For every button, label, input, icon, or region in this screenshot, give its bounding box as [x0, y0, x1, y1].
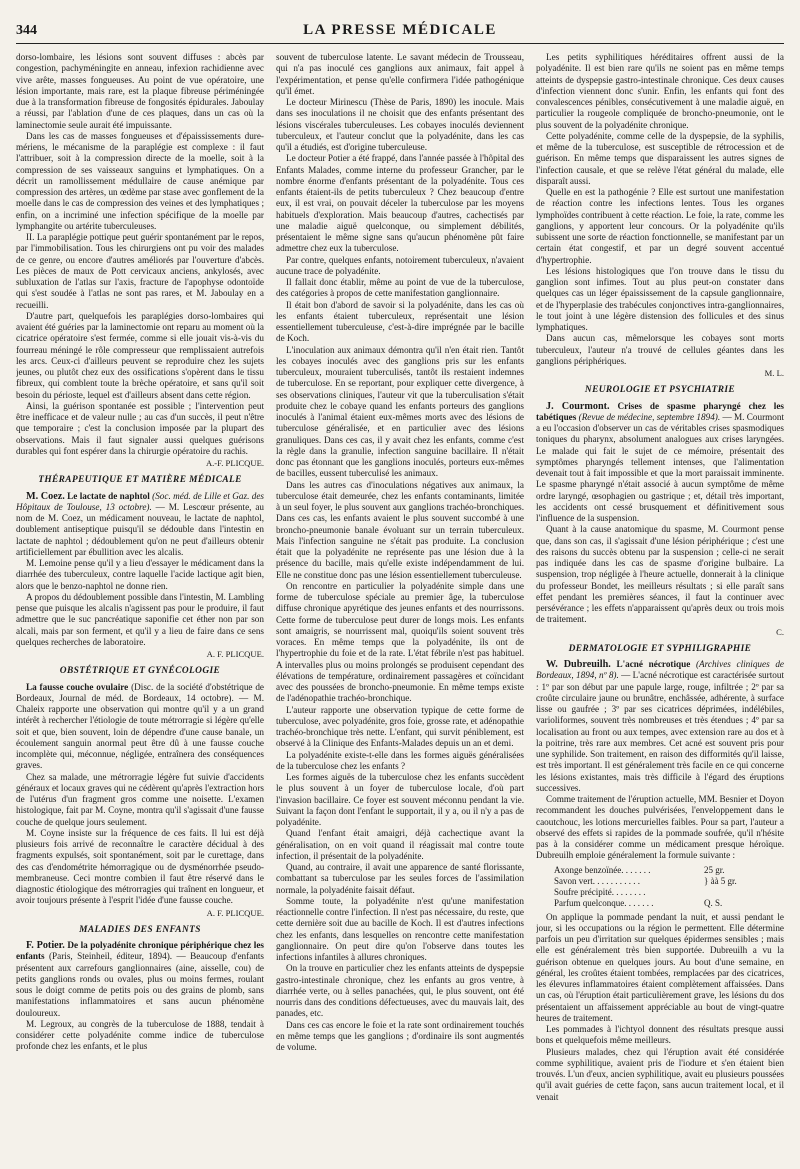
section-heading: MALADIES DES ENFANTS	[79, 924, 201, 935]
formula-row	[554, 887, 784, 898]
formula-quantity	[704, 887, 784, 898]
paragraph: Dans ces cas encore le foie et la rate sont ordinairement touchés en même temps que les ganglions ; d'ordinaire ils sont augmentés de volume.	[276, 1019, 524, 1052]
article-author: J. Courmont.	[546, 400, 610, 412]
article-text: (Disc. de la société d'obstétrique de Bordeaux, Journal de méd. de Bordeaux, 14 octobre). — M. Chaleix rapporte une observation qui montre qu'il y a un grand intérêt à rechercher l'étiologie de toute métrorragie si légère qu'elle soit et que, bien souvent, loin de dépendre d'une cause banale, un écoulement sanguin anormal peut être dû à une fausse couche incomplète qui, méconnue, négligée, entraînera des conséquences graves.	[16, 681, 264, 771]
article-paragraph	[536, 659, 784, 794]
paragraph: Quelle en est la pathogénie ? Elle est surtout une manifestation de réaction contre les infections lentes. Tous les organes lymphoïdes contribuent à cette réaction. Le foie, la rate, comme les ganglions, y apportent leur concours. Or la polyadénite qu'ils subissent une sorte de réaction fonctionnelle, se manifestant par un certain état congestif, et par un degré souvent accentué d'hypertrophie.	[536, 187, 784, 265]
journal-title: LA PRESSE MÉDICALE	[303, 22, 497, 38]
paragraph: Le docteur Mirinescu (Thèse de Paris, 1890) les inocule. Mais dans ses inoculations il ne choisit que des enfants présentant des lésions viscérales tuberculeuses. Les cobayes inoculés deviennent tuberculeux, et l'auteur conclut que la polyadénite, dans les cas qu'il a étudiés, est d'origine tuberculeuse.	[276, 97, 524, 152]
page-header	[16, 22, 784, 44]
article-text: — M. Courmont a eu l'occasion d'observer un cas de véritables crises spasmodiques toniques du pharynx, absolument analogues aux crises laryngées. Le malade qui fait le sujet de ce mémoire, présentait des symptômes pharyngés tellement intenses, que l'alimentation devenait tout à fait impossible et que la mort paraissait imminente. Le spasme pharyngé n'était associé à aucun symptôme de même ordre laryngé, œsophagien ou gastrique ; et, détail très important, les accidents ont cessé brusquement et définitivement sous l'influence de la suspension.	[536, 411, 784, 523]
paragraph: On la trouve en particulier chez les enfants atteints de dyspepsie gastro-intestinale chronique, chez les enfants au gros ventre, à diarrhée verte, ou à selles panachées, qui, le plus souvent, ont été nourris dans des conditions défectueuses, avec du mauvais lait, des panades, etc.	[276, 963, 524, 1019]
paragraph: On applique la pommade pendant la nuit, et aussi pendant le jour, si les occupations ou la région le permettent. Elle détermine parfois un peu d'irritation sur quelques épidermes sensibles ; mais elle est généralement très bien supportée. Dubreuilh a vu la guérison obtenue en quelques jours. Au bout d'une semaine, en général, les croûtes étaient tombées, remplacées par des cicatrices, les élevures inflammatoires étaient complètement affaissées. Dans un cas, où l'éruption était particulièrement grave, les lésions du dos présentaient un affaissement appréciable au bout de vingt-quatre heures de traitement.	[536, 911, 784, 1023]
article-text: (Paris, Steinheil, éditeur, 1894). — Beaucoup d'enfants présentent aux carrefours ganglionnaires (aine, aisselle, cou) de petits ganglions ronds ou ovales, plus ou moins fermes, roulant sous le doigt comme de petits pois ou des grains de plomb, sans manifestations inflammatoires et sans aucun phénomène douloureux.	[16, 951, 264, 1018]
formula-row	[554, 865, 784, 876]
paragraph: D'autre part, quelquefois les paraplégies dorso-lombaires qui avaient été guéries par la laminectomie ont reparu au moment où la cicatrice opératoire s'est fermée, comme si elle jouait vis-à-vis du fourreau méningé le rôle compresseur que remplissaient autrefois les arcs. Ceux-ci d'ailleurs peuvent se reproduire chez les sujets jeunes, ou plutôt chez eux des ossifications s'opèrent dans le tissu fibreux, qui comblent toute la brèche opératoire, et sans qu'il soit besoin du périoste, lequel est d'ailleurs absent dans cette région.	[16, 310, 264, 400]
article-author: M. Coez.	[26, 490, 65, 502]
column-2	[276, 52, 524, 1169]
author-signature: M. L.	[764, 368, 784, 378]
paragraph: Par contre, quelques enfants, notoirement tuberculeux, n'avaient aucune trace de polyadénite.	[276, 254, 524, 276]
paragraph: Plusieurs malades, chez qui l'éruption avait été considérée comme syphilitique, avaient pris de l'iodure et s'en étaient bien trouvés. L'un d'eux, ancien syphilitique, avait eu plusieurs poussées qu'il avait guéries de cette façon, sans aucun traitement local, et il venait	[536, 1046, 784, 1102]
page-number: 344	[16, 23, 37, 38]
paragraph: souvent de tuberculose latente. Le savant médecin de Trousseau, qui n'a pas inoculé ces ganglions aux animaux, fait appel à l'expérimentation, et pense qu'elle confirmera l'idée pathogénique qu'il émet.	[276, 52, 524, 96]
paragraph: M. Coyne insiste sur la fréquence de ces faits. Il lui est déjà plusieurs fois arrivé de reconnaître le caractère décidual à des fragments expulsés, soit spontanément, soit par le curettage, dans des cas d'endométrite hémorragique ou de dysménorrhée pseudo-membraneuse. Ceci montre combien il faut être réservé dans le diagnostic étiologique des métrorragies qui traînent en longueur, et avoir toujours présente à l'esprit l'idée d'une fausse couche.	[16, 827, 264, 906]
formula-quantity: } àà 5 gr.	[704, 875, 737, 886]
article-text: — M. Lescœur présente, au nom de M. Coez, un médicament nouveau, le lactate de naphtol, doublement antiseptique puisqu'il se dédouble dans l'intestin en lactate de naphtol ; dédoublement qu'on ne peut d'ailleurs obtenir artificiellement par ébullition avec les alcalis.	[16, 501, 264, 557]
article-title: L'acné nécrotique	[616, 659, 691, 669]
article-author: W. Dubreuilh.	[546, 659, 611, 670]
article-paragraph	[16, 682, 264, 772]
paragraph: Quand l'enfant était amaigri, déjà cachectique avant la généralisation, on en voit quand il réagissait mal contre toute infection, il présentait de la polyadénite.	[276, 828, 524, 861]
paragraph: L'auteur rapporte une observation typique de cette forme de tuberculose, avec polyadénite, gros foie, grosse rate, et adénopathie trachéo-bronchique très nette. L'enfant, qui survit péniblement, est observé à la Clinique des Enfants-Malades depuis un an et demi.	[276, 704, 524, 749]
article-reference: (Revue de médecine, septembre 1894).	[578, 411, 721, 422]
column-1	[16, 52, 264, 1169]
column-3	[536, 52, 784, 1169]
paragraph: On rencontre en particulier la polyadénite simple dans une forme de tuberculose spéciale au premier âge, la tuberculose diffuse chronique apyrétique des jeunes enfants et des nourrissons. Cette forme de tuberculose peut durer de longs mois. Les enfants sont amaigris, se nourrissent mal, quoiqu'ils soient souvent très voraces. En même temps que la polyadénite, ils ont de l'hypertrophie du foie et de la rate. L'état fébrile n'est pas habituel. A intervalles plus ou moins prolongés se produisent cependant des élévations de température, ordinairement passagères et coïncidant avec des poussées de broncho-pneumonie. En même temps existe de l'adénopathie trachéo-bronchique.	[276, 580, 524, 704]
paragraph: La polyadénite existe-t-elle dans les formes aiguës généralisées de la tuberculose chez les enfants ?	[276, 749, 524, 771]
article-title: La fausse couche ovulaire	[26, 681, 129, 692]
formula-quantity: Q. S.	[704, 897, 723, 908]
article-author: F. Potier.	[26, 940, 65, 951]
formula-ingredient: Savon vert. . . . . . . . . . .	[554, 875, 640, 886]
article-title: Crises de spasme pharyngé chez les tabétiques	[536, 400, 784, 422]
section-heading: THÉRAPEUTIQUE ET MATIÈRE MÉDICALE	[38, 475, 242, 486]
article-paragraph	[16, 940, 264, 1019]
author-signature: A. F. PLICQUE.	[206, 649, 264, 659]
formula-row	[554, 876, 784, 887]
article-reference: (Archives cliniques de Bordeaux, 1894, nº 8).	[536, 659, 784, 681]
paragraph: Les formes aiguës de la tuberculose chez les enfants succèdent le plus souvent à un foyer de tuberculose locale, d'où part l'invasion bacillaire. Ce foyer est souvent méconnu pendant la vie. Suivant la façon dont l'enfant le supportait, il y a, ou il n'y a pas de polyadénite.	[276, 772, 524, 827]
paragraph: Quand, au contraire, il avait une apparence de santé florissante, combattant sa tuberculose par les seules forces de l'assimilation normale, la polyadénite faisait défaut.	[276, 862, 524, 895]
formula-row	[554, 898, 784, 909]
prescription-formula	[554, 865, 784, 909]
paragraph: Ainsi, la guérison spontanée est possible ; l'intervention peut être inefficace et de valeur nulle ; au cas d'un succès, il peut n'être que temporaire ; c'est la conclusion imposée par la plupart des observations. Mais il faut signaler aussi quelques guérisons durables qui font espérer dans la chirurgie opératoire du rachis.	[16, 400, 264, 456]
formula-ingredient: Axonge benzoïnée. . . . . . .	[554, 864, 651, 875]
paragraph: L'inoculation aux animaux démontra qu'il n'en était rien. Tantôt les cobayes inoculés avec des ganglions pris sur les enfants tuberculeux, mouraient tuberculisés, tantôt ils restaient indemnes de tuberculose. En se reportant, pour expliquer cette divergence, à ses observations cliniques, l'auteur vit que la tuberculisation s'était produite chez le cobaye quand les enfants porteurs des ganglions inoculés à l'animal étaient eux-mêmes morts avec des lésions de tuberculose généralisée, et en particulier avec des lésions granuliques. Dans ces cas, il y avait chez les enfants, comme c'est la règle dans la granulie, infection sanguine bacillaire. Il n'était donc pas étonnant que les ganglions inoculés, porteurs eux-mêmes de bacilles, eussent tuberculisé les animaux.	[276, 344, 524, 479]
paragraph: Les lésions histologiques que l'on trouve dans le tissu du ganglion sont infimes. Tout au plus peut-on constater dans quelques cas un léger épaississement de la capsule ganglionnaire, et de l'hyperplasie des trabécules conjonctives intra-ganglionnaires, le tout joint à une légère distension des follicules et des sinus lymphatiques.	[536, 265, 784, 332]
paragraph: Comme traitement de l'éruption actuelle, MM. Besnier et Doyon recommandent les douches pulvérisées, l'enveloppement dans le caoutchouc, les lotions mercurielles faibles. Pour sa part, l'auteur a observé des effets si rapides de la pommade soufrée, qu'il n'hésite pas à la considérer comme un médicament presque héroïque. Dubreuilh emploie généralement la formule suivante :	[536, 794, 784, 861]
article-text: — L'acné nécrotique est caractérisée surtout : 1º par son début par une papule large, rouge, infiltrée ; 2º par sa croûte circulaire jaune ou brunâtre, enchâssée, adhérente, à surface lisse ou gaufrée ; 3º par ses cicatrices déprimées, indélébiles, varioliformes, souvent très nombreuses et très étendues ; 4º par sa localisation au front ou aux tempes, avec extension rare au dos et à la poitrine, très rare aux membres. Cet acné est souvent pris pour une syphilide. Son traitement, en raison des difformités qu'il laisse, est très important. Il est généralement très facile en ce qui concerne les lésions existantes, mais très difficile à l'égard des éruptions successives.	[536, 670, 784, 793]
paragraph: Somme toute, la polyadénite n'est qu'une manifestation réactionnelle contre l'infection. Il n'est pas nécessaire, du reste, que cette dernière soit due au bacille de Koch. Il est d'autres infections chez les enfants, dans lesquelles on rencontre cette manifestation ganglionnaire. On peut dire qu'on l'observe dans toutes les infections infantiles à allures chroniques.	[276, 895, 524, 962]
formula-ingredient: Parfum quelconque. . . . . . .	[554, 897, 654, 908]
article-columns	[16, 52, 784, 1169]
paragraph: Quant à la cause anatomique du spasme, M. Courmont pense que, dans son cas, il s'agissait d'une lésion périphérique ; c'est une des raisons du succès obtenu par la suspension ; celle-ci ne serait pas indiquée dans les cas de spasme d'origine bulbaire. La suspension, trop négligée à l'heure actuelle, donnerait à la clinique du professeur Bondet, les meilleurs résultats ; si elle paraît sans effet pendant les premières séances, il faut la continuer avec persévérance ; les effets n'apparaissent qu'après deux ou trois mois de traitement.	[536, 524, 784, 625]
author-signature: C.	[776, 626, 784, 637]
paragraph: M. Lemoine pense qu'il y a lieu d'essayer le médicament dans la diarrhée des tuberculeux, contre laquelle l'acide lactique agit bien, alors que le benzo-naphtol ne donne rien.	[16, 558, 264, 591]
article-paragraph	[536, 401, 784, 525]
paragraph: Il fallait donc établir, même au point de vue de la tuberculose, des catégories à propos de cette manifestation ganglionnaire.	[276, 277, 524, 299]
article-paragraph	[16, 491, 264, 559]
paragraph: Les pommades à l'ichtyol donnent des résultats presque aussi bons et quelquefois même meilleurs.	[536, 1024, 784, 1046]
section-heading: DERMATOLOGIE ET SYPHILIGRAPHIE	[568, 643, 752, 654]
author-signature: A.-F. PLICQUE.	[205, 458, 264, 468]
section-heading: NEUROLOGIE ET PSYCHIATRIE	[584, 385, 736, 396]
paragraph: Dans les autres cas d'inoculations négatives aux animaux, la tuberculose était demeurée, chez les enfants contaminants, limitée à un seul foyer, le plus souvent aux ganglions trachéo-bronchiques. Dans ces cas, les enfants avaient le plus souvent succombé à une broncho-pneumonie banale évoluant sur un terrain tuberculeux. Mais l'infection sanguine ne s'était pas produite. La conclusion était que la polyadénite ne représente pas une lésion due à la présence du bacille, mais qu'elle existe indépendamment de lui. Elle ne constitue donc pas une lésion essentiellement tuberculeuse.	[276, 479, 524, 580]
paragraph: Dans aucun cas, mêmelorsque les cobayes sont morts tuberculeux, l'auteur n'a trouvé de cellules géantes dans les ganglions périphériques.	[536, 333, 784, 366]
paragraph: II. La paraplégie pottique peut guérir spontanément par le repos, par l'immobilisation. Tous les chirurgiens ont pu voir des malades de ce genre, ou encore d'autres améliorés par l'ouverture d'abcès. Les pièces de maux de Pott cervicaux anciens, ankylosés, avec subluxation de l'atlas sur l'axis, fracture de l'apophyse odontoïde qui s'est soudée à l'atlas ne sont pas rares, et M. Jaboulay en a recueilli.	[16, 232, 264, 310]
section-heading: OBSTÉTRIQUE ET GYNÉCOLOGIE	[59, 666, 221, 677]
article-title: Le lactate de naphtol	[67, 490, 150, 501]
formula-ingredient: Soufre précipité. . . . . . . .	[554, 886, 646, 897]
formula-quantity: 25 gr.	[704, 864, 725, 875]
paragraph: Le docteur Potier a été frappé, dans l'année passée à l'hôpital des Enfants Malades, comme interne du professeur Grancher, par le nombre énorme d'enfants présentant de la polyadénite. Tous ces enfants étaient-ils de petits tuberculeux ? Chez beaucoup d'entre eux, il est vrai, on pouvait déceler la tuberculose par les moyens habituels d'exploration. Mais beaucoup d'autres, cachectisés par une maladie aiguë quelconque, ou simplement débilités, présentaient le même signe sans qu'aucun phénomène pût faire admettre chez eux la tuberculose.	[276, 153, 524, 254]
article-reference: (Soc. méd. de Lille et Gaz. des Hôpitaux de Toulouse, 13 octobre).	[16, 490, 264, 512]
paragraph: Chez sa malade, une métrorragie légère fut suivie d'accidents généraux et locaux graves qui ne cédèrent qu'après l'extraction hors de l'utérus d'un fragment gros comme une noisette. L'examen histologique, fait par M. Coyne, montra qu'il s'agissait d'une fausse couche de quelque jours seulement.	[16, 771, 264, 827]
author-signature: A. F. PLICQUE.	[206, 907, 264, 918]
article-title: De la polyadénite chronique périphérique chez les enfants	[16, 940, 264, 962]
paragraph: M. Legroux, au congrès de la tuberculose de 1888, tendait à considérer cette polyadénite comme indice de tuberculose profonde chez les enfants, et le plus	[16, 1018, 264, 1052]
paragraph: Cette polyadénite, comme celle de la dyspepsie, de la syphilis, et même de la tuberculose, est susceptible de rétrocession et de guérison. En même temps que disparaissent les autres signes de l'infection causale, et que se relève l'état général du malade, elle disparaît aussi.	[536, 130, 784, 186]
paragraph: dorso-lombaire, les lésions sont souvent diffuses : abcès par congestion, pachyméningite en anneau, infexion rachidienne avec vive arête, masses fongueuses. Au point de vue opératoire, une lésion importante, mais rare, est la plaque fibreuse périméningée due à la transformation fibreuse de fongosités épidurales. Jaboulay a réussi, par l'ablation d'une de ces plaques, dans un cas où la laminectomie seule aurait été impuissante.	[16, 52, 264, 130]
paragraph: Les petits syphilitiques héréditaires offrent aussi de la polyadénite. Il est bien rare qu'ils ne soient pas en même temps atteints de dyspepsie gastro-intestinale chronique. Ces deux causes d'infection viennent donc s'unir. Enfin, les enfants qui font des convalescences pénibles, consécutivement à une maladie aiguë, en particulier la rougeole compliquée de broncho-pneumonie, ont le plus souvent de la polyadénite chronique.	[536, 52, 784, 130]
paragraph: A propos du dédoublement possible dans l'intestin, M. Lambling pense que puisque les alcalis n'agissent pas pour le produire, il faut admettre que le suc pancréatique saponifie cet éther non par son alcali, mais par son ferment, et qu'il y a lieu de faire dans ce sens quelques recherches de laboratoire.	[16, 591, 264, 647]
paragraph: Il était bon d'abord de savoir si la polyadénite, dans les cas où les enfants étaient tuberculeux, représentait une lésion essentiellement tuberculeuse, c'est-à-dire imprégnée par le bacille de Koch.	[276, 299, 524, 344]
paragraph: Dans les cas de masses fongueuses et d'épaississements dure-mériens, le mécanisme de la paraplégie est complexe : il faut l'attribuer, soit à la compression directe de la moelle, soit à la compression de ses vaisseaux sanguins et lymphatiques. On a décrit un ramollissement médullaire de cause anémique par compression des artères, un œdème par stase avec gonflement de la moelle dans le cas de compression des veines et des lymphatiques ; enfin, on a incriminé une infection spécifique de la moelle par lymphangite ou artérite tuberculeuses.	[16, 130, 264, 231]
